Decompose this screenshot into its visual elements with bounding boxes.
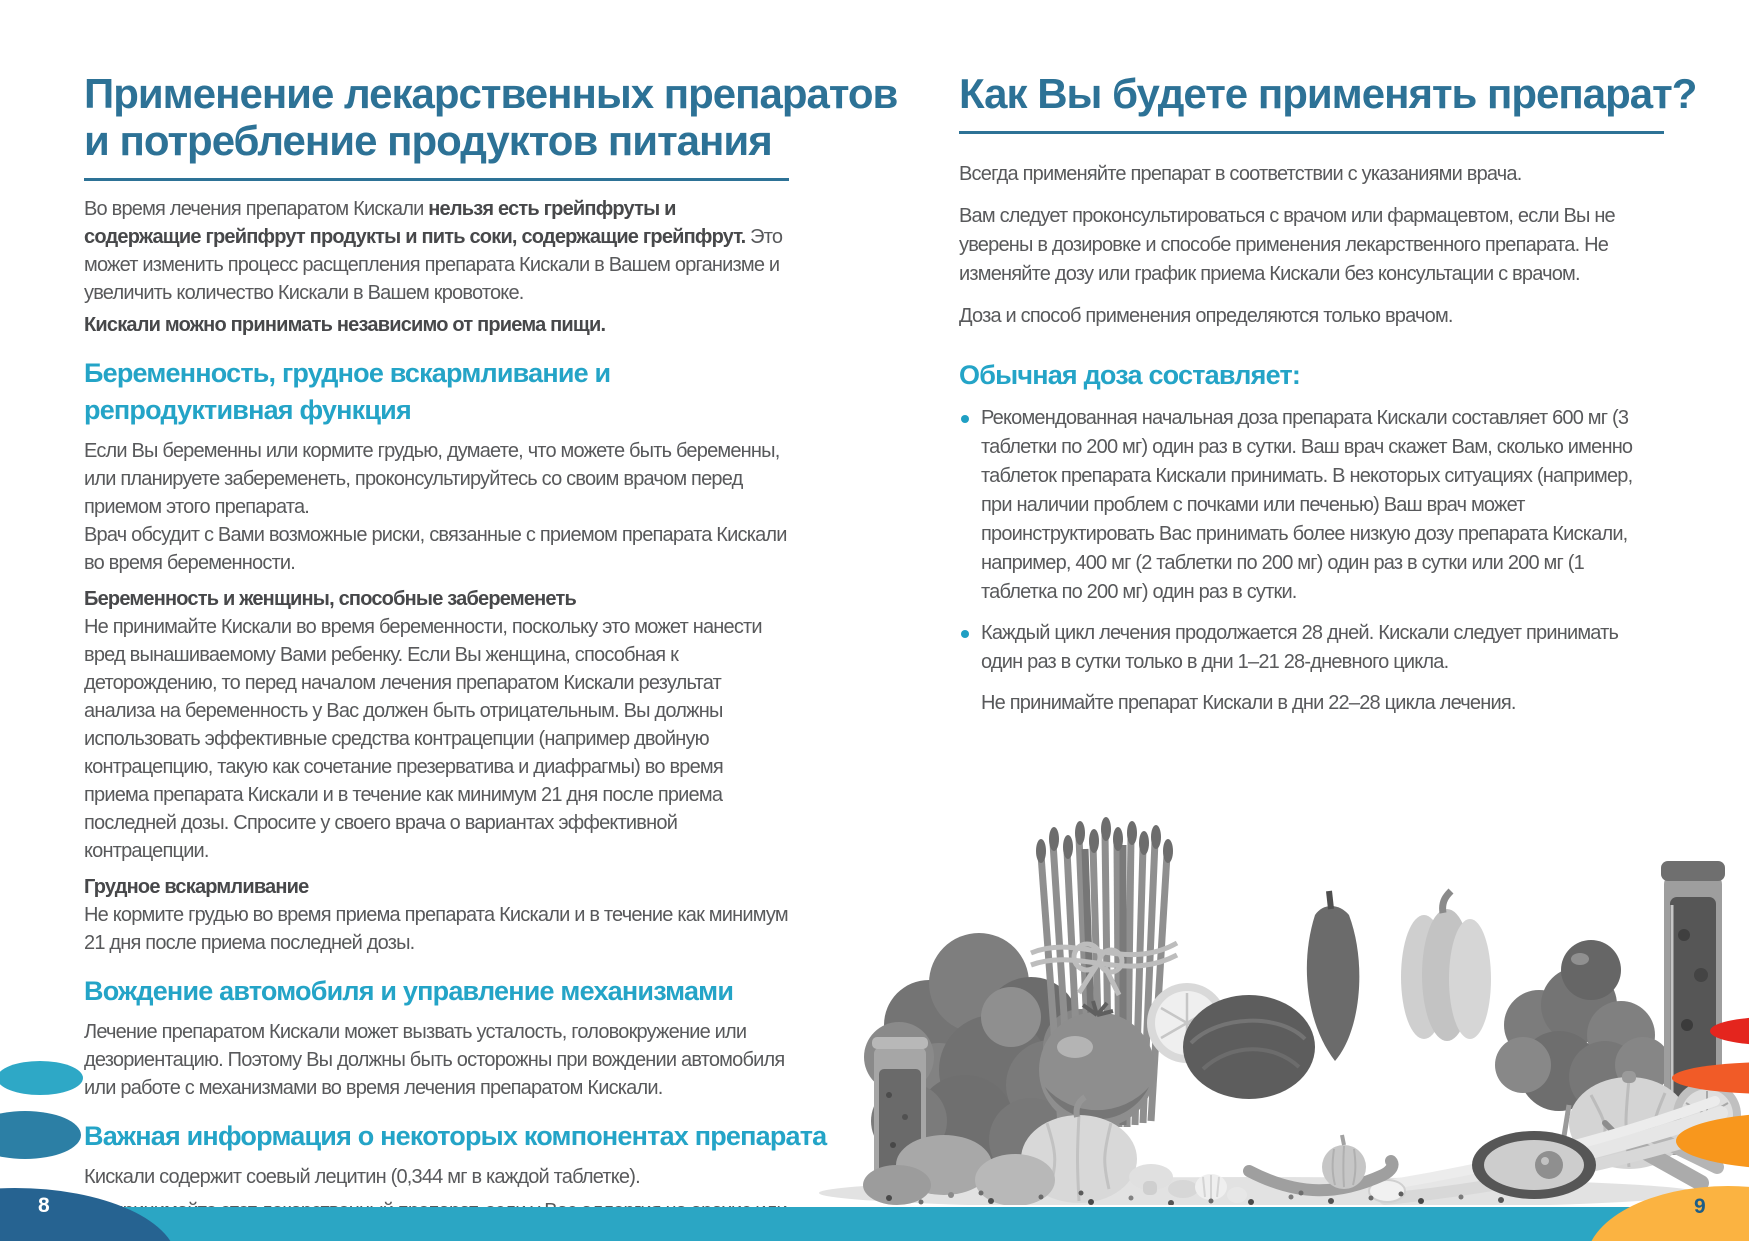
intro-run3: Это может изменить процесс расщепления препарата Кискали в Вашем организме и увеличить количество Кискали в Вашем кровотоке. [84, 226, 783, 304]
dark-pepper [1307, 906, 1360, 1061]
bell-pepper-standing [1401, 891, 1491, 1041]
usage-paragraph-2: Вам следует проконсультироваться с врачом или фармацевтом, если Вы не уверены в дозировке и способе применения лекарственного препарата. Не изменяйте дозу или график приема Кискали без консультации с врачом. [959, 205, 1615, 285]
bullet-dot-icon [961, 630, 969, 638]
components-paragraph-1: Кискали содержит соевый лецитин (0,344 мг в каждой таблетке). [84, 1166, 640, 1188]
breastfeeding-subheading: Грудное вскармливание [84, 876, 309, 898]
pregnancy-paragraph-1: Если Вы беременны или кормите грудью, думаете, что можете быть беременны, или планируете забеременеть, проконсультируйтесь со своим врачом перед приемом этого препарата. [84, 440, 780, 518]
dose-bullet-list [959, 404, 1639, 677]
title-underline [959, 131, 1664, 134]
usage-paragraph-1: Всегда применяйте препарат в соответствии с указаниями врача. [959, 163, 1522, 185]
right-page-title: Как Вы будете применять препарат? [959, 70, 1697, 117]
dose-heading: Обычная доза составляет: [959, 360, 1301, 390]
dose-note: Не принимайте препарат Кискали в дни 22–28 цикла лечения. [981, 692, 1516, 714]
intro-run1: Во время лечения препаратом Кискали [84, 198, 429, 220]
fertility-paragraph: Не принимайте Кискали во время беременности, поскольку это может нанести вред вынашиваемому Вами ребенку. Если Вы женщина, способная к деторождению, то перед началом лечения препаратом Кискали результат анализа на беременность у Вас должен быть отрицательным. Вы должны использовать эффективные средства контрацепции (например двойную контрацепцию, такую как сочетание презерватива и диафрагмы) во время приема препарата Кискали и в течение как минимум 21 дня после приема последней дозы. Спросите у своего врача о вариантах эффективной контрацепции. [84, 616, 762, 862]
vegetables-photo [779, 725, 1749, 1205]
food-note: Кискали можно принимать независимо от приема пищи. [84, 314, 606, 336]
bullet-dot-icon [961, 415, 969, 423]
cabbage [1183, 995, 1315, 1099]
decorative-ellipse-teal [0, 1061, 83, 1095]
decorative-ellipse-steel-blue [0, 1111, 81, 1159]
intro-run2-bold: нельзя есть грейпфруты и содержащие грейпфрут продукты и пить соки, содержащие грейпфрут. [84, 198, 746, 248]
pregnancy-heading: Беременность, грудное вскармливание и репродуктивная функция [84, 358, 611, 425]
fertility-subheading: Беременность и женщины, способные забеременеть [84, 588, 576, 610]
dose-bullet-text: Каждый цикл лечения продолжается 28 дней. Кискали следует принимать один раз в сутки только в дни 1–21 28-дневного цикла. [981, 622, 1619, 673]
title-underline [84, 178, 789, 181]
left-page-column [84, 70, 898, 1241]
components-heading: Важная информация о некоторых компонентах препарата [84, 1121, 827, 1151]
left-page-title [84, 70, 898, 164]
avocado-half [1472, 1131, 1596, 1199]
onion [1322, 1135, 1366, 1189]
breastfeeding-paragraph: Не кормите грудью во время приема препарата Кискали и в течение как минимум 21 дня после приема последней дозы. [84, 904, 788, 954]
dose-bullet-text: Рекомендованная начальная доза препарата Кискали составляет 600 мг (3 таблетки по 200 мг) один раз в сутки. Ваш врач скажет Вам, сколько именно таблеток препарата Кискали принимать. В некоторых ситуациях (например, при наличии проблем с почками или печенью) Ваш врач может проинструктировать Вас принимать более низкую дозу препарата Кискали, например, 400 мг (2 таблетки по 200 мг) один раз в сутки или 200 мг (1 таблетка по 200 мг) один раз в сутки. [981, 407, 1633, 603]
pregnancy-paragraph-2: Врач обсудит с Вами возможные риски, связанные с приемом препарата Кискали во время беременности. [84, 524, 787, 574]
long-chili [1249, 1161, 1393, 1190]
left-page-title-line1: Применение лекарственных препаратов [84, 70, 898, 117]
dose-bullet-item [959, 404, 1639, 607]
usage-paragraph-3: Доза и способ применения определяются только врачом. [959, 305, 1453, 327]
intro-paragraph [84, 195, 789, 307]
dose-bullet-item [959, 619, 1639, 677]
driving-paragraph: Лечение препаратом Кискали может вызвать усталость, головокружение или дезориентацию. Поэтому Вы должны быть осторожны при вождении автомобиля или работе с механизмами во время лечения препаратом Кискали. [84, 1021, 785, 1099]
right-page-column [959, 70, 1697, 718]
footer-bar [0, 1207, 1749, 1241]
left-page-title-line2: и потребление продуктов питания [84, 117, 772, 164]
page-number-right: 9 [1694, 1195, 1706, 1218]
driving-heading: Вождение автомобиля и управление механизмами [84, 976, 734, 1006]
page-number-left: 8 [38, 1194, 50, 1217]
small-tomato [1561, 940, 1621, 1000]
